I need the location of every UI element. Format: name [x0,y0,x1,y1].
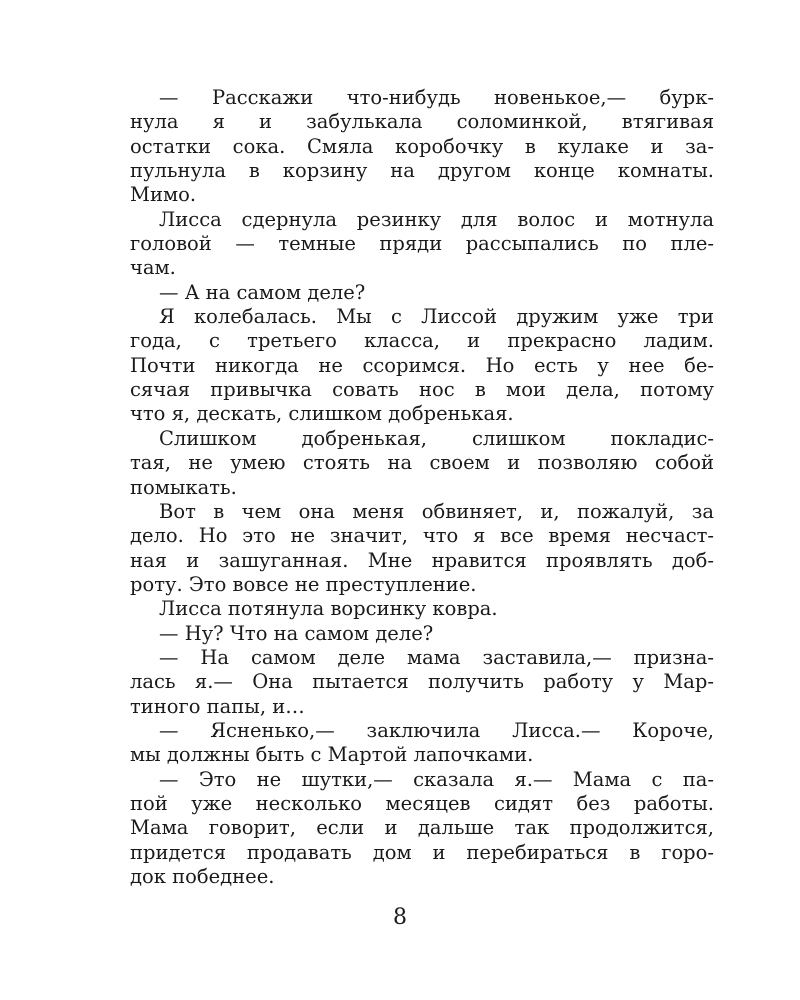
text-line: остатки сока. Смяла коробочку в кулаке и за- [130,134,714,158]
text-line: — Ну? Что на самом деле? [159,621,434,645]
text-line: — Расскажи что-нибудь новенькое,— бурк- [159,86,714,109]
text-line: пой уже несколько месяцев сидят без работы. [130,791,714,815]
body-text [130,86,714,889]
text-line: Почти никогда не ссоримся. Но есть у нее бе- [130,353,714,377]
text-line: помыкать. [130,475,237,499]
text-line: нула я и забулькала соломинкой, втягивая [130,110,714,134]
text-line: — На самом деле мама заставила,— призна- [159,645,714,669]
text-line: что я, дескать, слишком добренькая. [130,402,514,426]
text-line: — Ясненько,— заключила Лисса.— Короче, [159,718,714,742]
text-line: — Это не шутки,— сказала я.— Мама с па- [159,767,714,791]
text-line: лась я.— Она пытается получить работу у Мар- [130,670,714,694]
text-line: мы должны быть с Мартой лапочками. [130,743,534,767]
page-number: 8 [393,905,407,930]
text-line: роту. Это вовсе не преступление. [130,572,477,596]
text-line: тая, не умею стоять на своем и позволяю собой [130,451,714,475]
text-line: сячая привычка совать нос в мои дела, потому [130,378,714,402]
text-line: Вот в чем она меня обвиняет, и, пожалуй, за [159,499,714,523]
text-line: Слишком добренькая, слишком покладис- [159,426,714,450]
text-line: года, с третьего класса, и прекрасно ладим. [130,329,714,353]
text-line: ная и зашуганная. Мне нравится проявлять доб- [130,548,714,572]
text-line: док победнее. [130,865,275,888]
text-line: тиного папы, и… [130,694,305,718]
text-line: Мимо. [130,183,197,207]
text-line: — А на самом деле? [159,280,366,304]
text-line: Лисса сдернула резинку для волос и мотнула [159,207,714,231]
text-line: дело. Но это не значит, что я все время несчаст- [130,524,714,548]
text-line: чам. [130,256,176,280]
text-line: Мама говорит, если и дальше так продолжится, [130,816,714,840]
text-line: Лисса потянула ворсинку ковра. [159,597,498,621]
text-line: Я колебалась. Мы с Лиссой дружим уже три [159,305,714,329]
text-line: головой — темные пряди рассыпались по пле- [130,232,714,256]
text-line: пульнула в корзину на другом конце комнаты. [130,159,714,183]
text-line: придется продавать дом и перебираться в горо- [130,840,714,864]
